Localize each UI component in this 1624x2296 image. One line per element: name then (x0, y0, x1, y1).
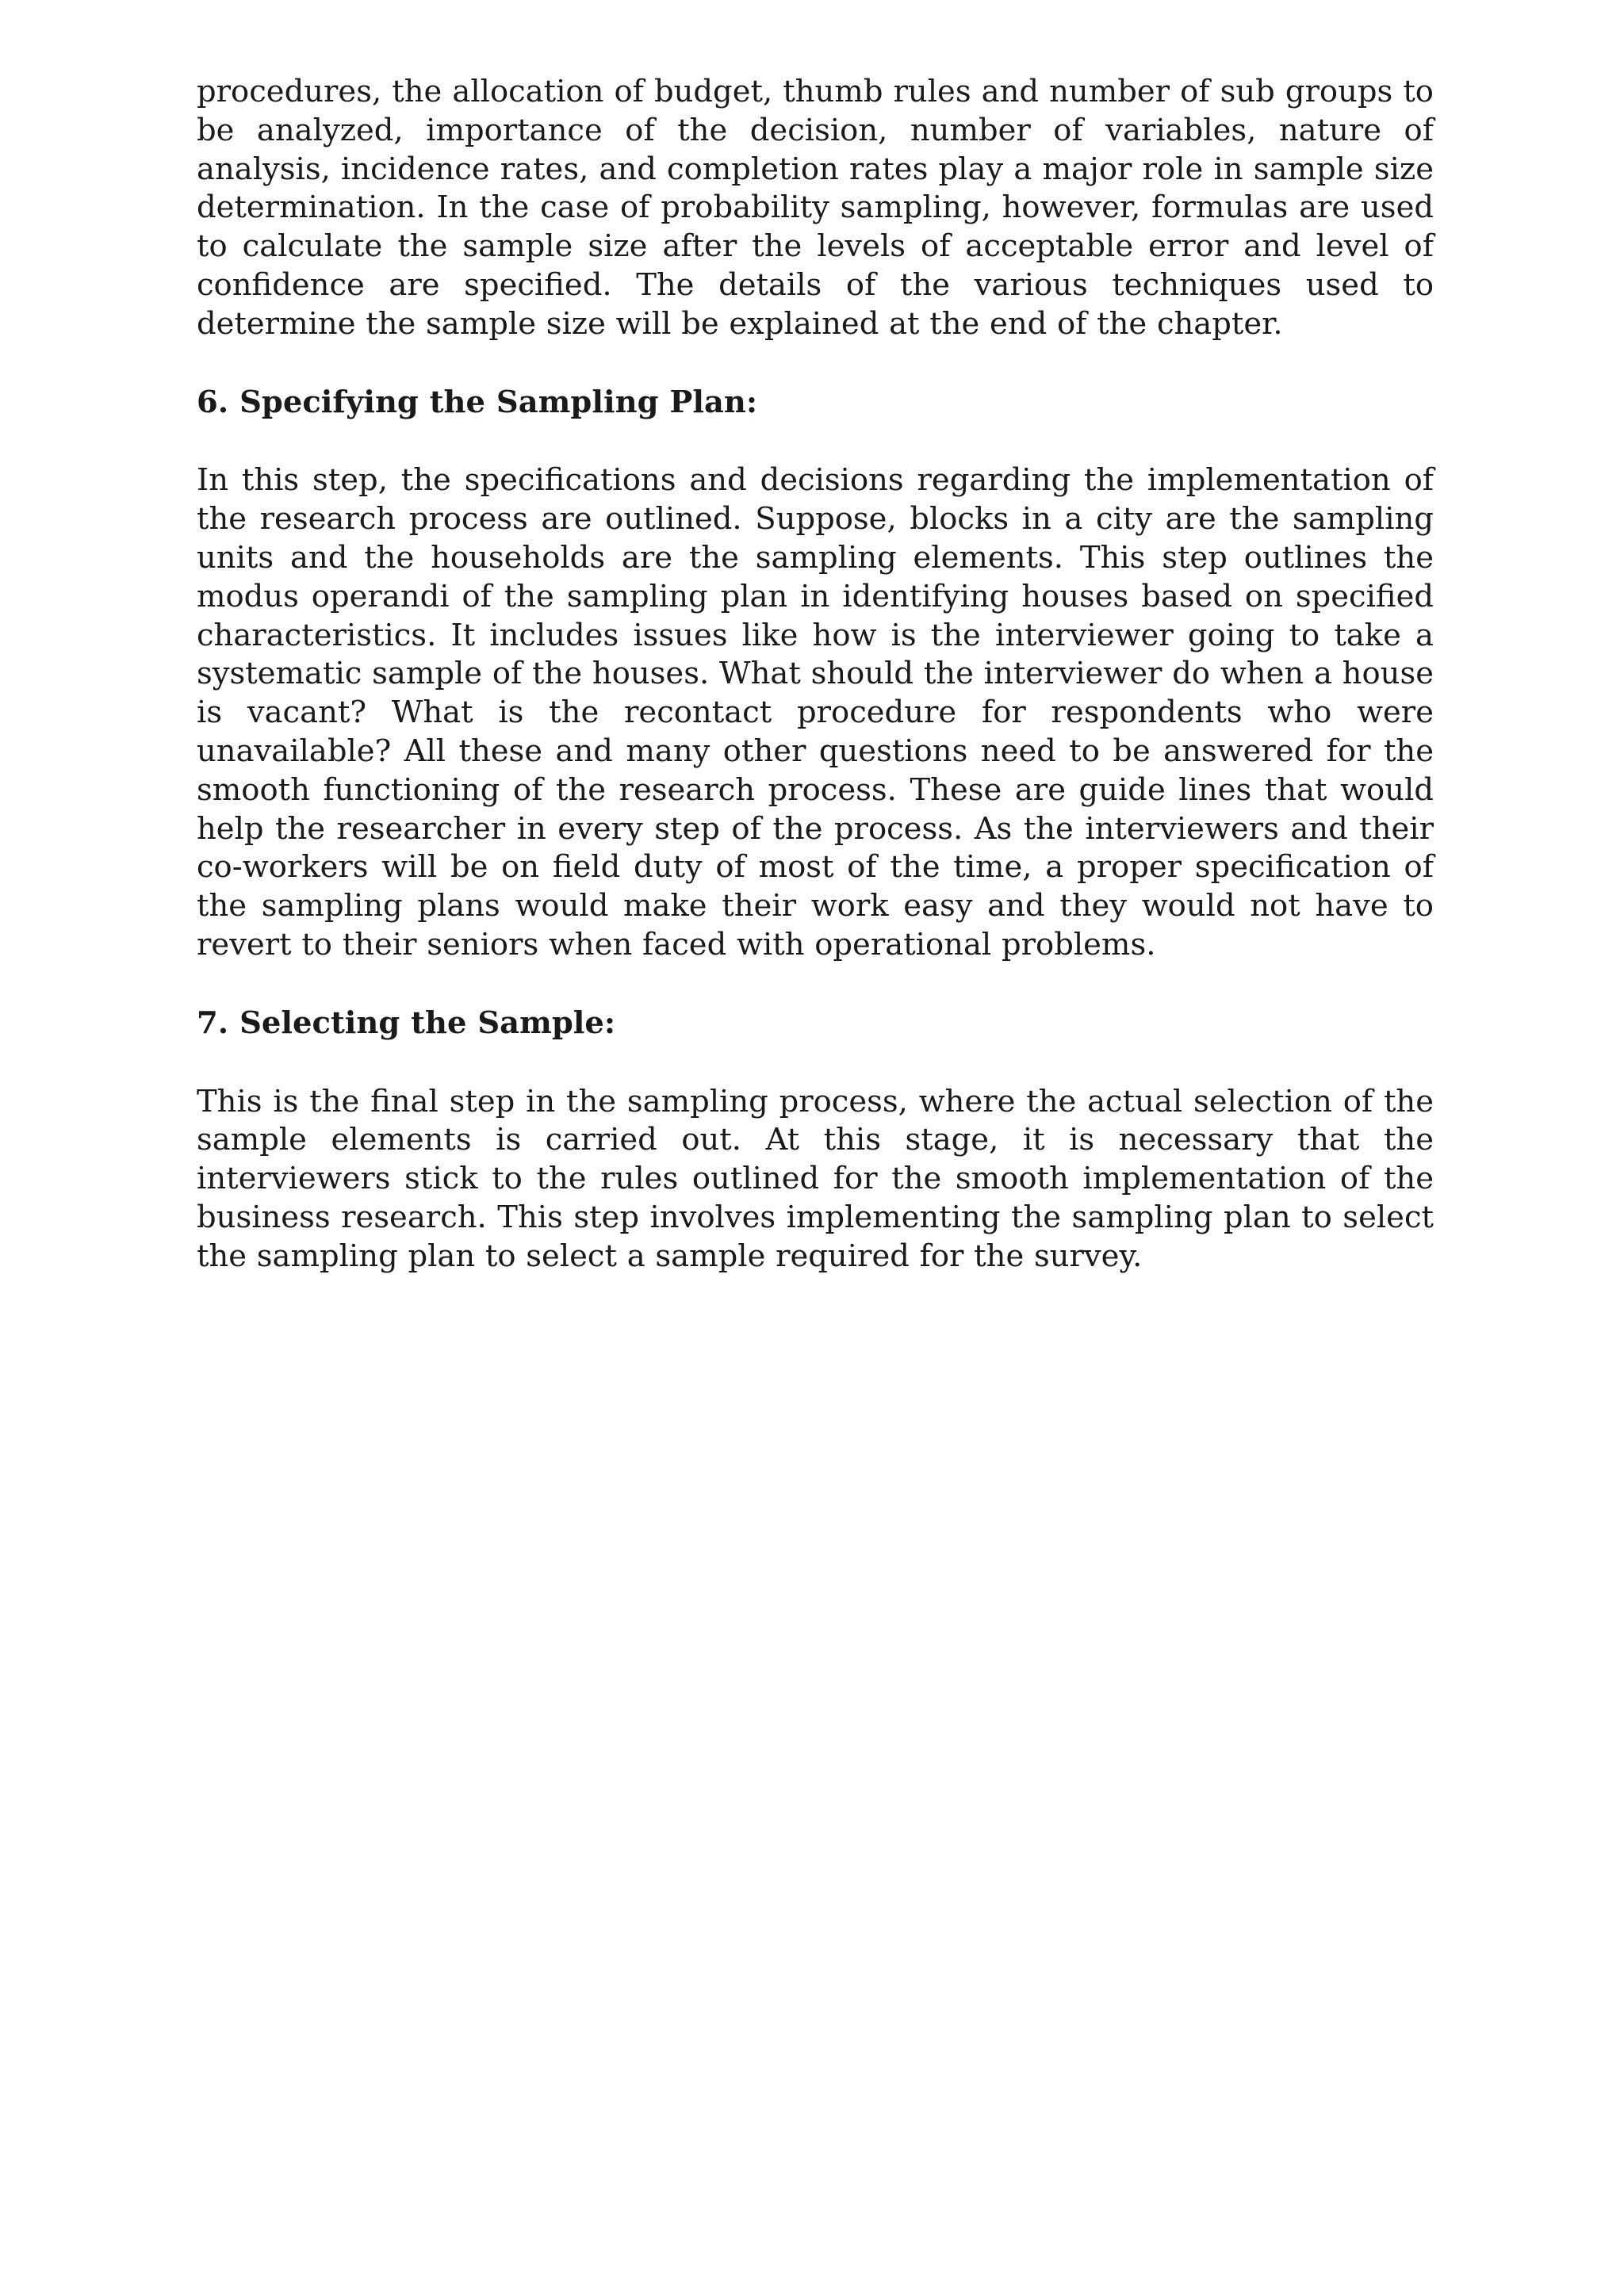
section-heading-selecting-sample: 7. Selecting the Sample: (197, 1004, 616, 1041)
section-body-selecting-sample: This is the final step in the sampling process, where the actual selection of the sample elements is carried out. At this stage, it is necessary that the interviewers stick to the rules outlined for the smooth implementation of the business research. This step involves implementing the sampling plan to select the sampling plan to select a sample required for the survey. (197, 1083, 1434, 1274)
section-body-sampling-plan: In this step, the specifications and decisions regarding the implementation of the research process are outlined. Suppose, blocks in a city are the sampling units and the households are the sampling elements. This step outlines the modus operandi of the sampling plan in identifying houses based on specified characteristics. It includes issues like how is the interviewer going to take a systematic sample of the houses. What should the interviewer do when a house is vacant? What is the recontact procedure for respondents who were unavailable? All these and many other questions need to be answered for the smooth functioning of the research process. These are guide lines that would help the researcher in every step of the process. As the interviewers and their co-workers will be on field duty of most of the time, a proper specification of the sampling plans would make their work easy and they would not have to revert to their seniors when faced with operational problems. (197, 462, 1434, 962)
section-heading-sampling-plan: 6. Specifying the Sampling Plan: (197, 384, 758, 420)
document-page (197, 73, 1434, 1276)
intro-paragraph: procedures, the allocation of budget, thumb rules and number of sub groups to be analyzed, importance of the decision, number of variables, nature of analysis, incidence rates, and completion rates play a major role in sample size determination. In the case of probability sampling, however, formulas are used to calculate the sample size after the levels of acceptable error and level of confidence are specified. The details of the various techniques used to determine the sample size will be explained at the end of the chapter. (197, 74, 1434, 342)
